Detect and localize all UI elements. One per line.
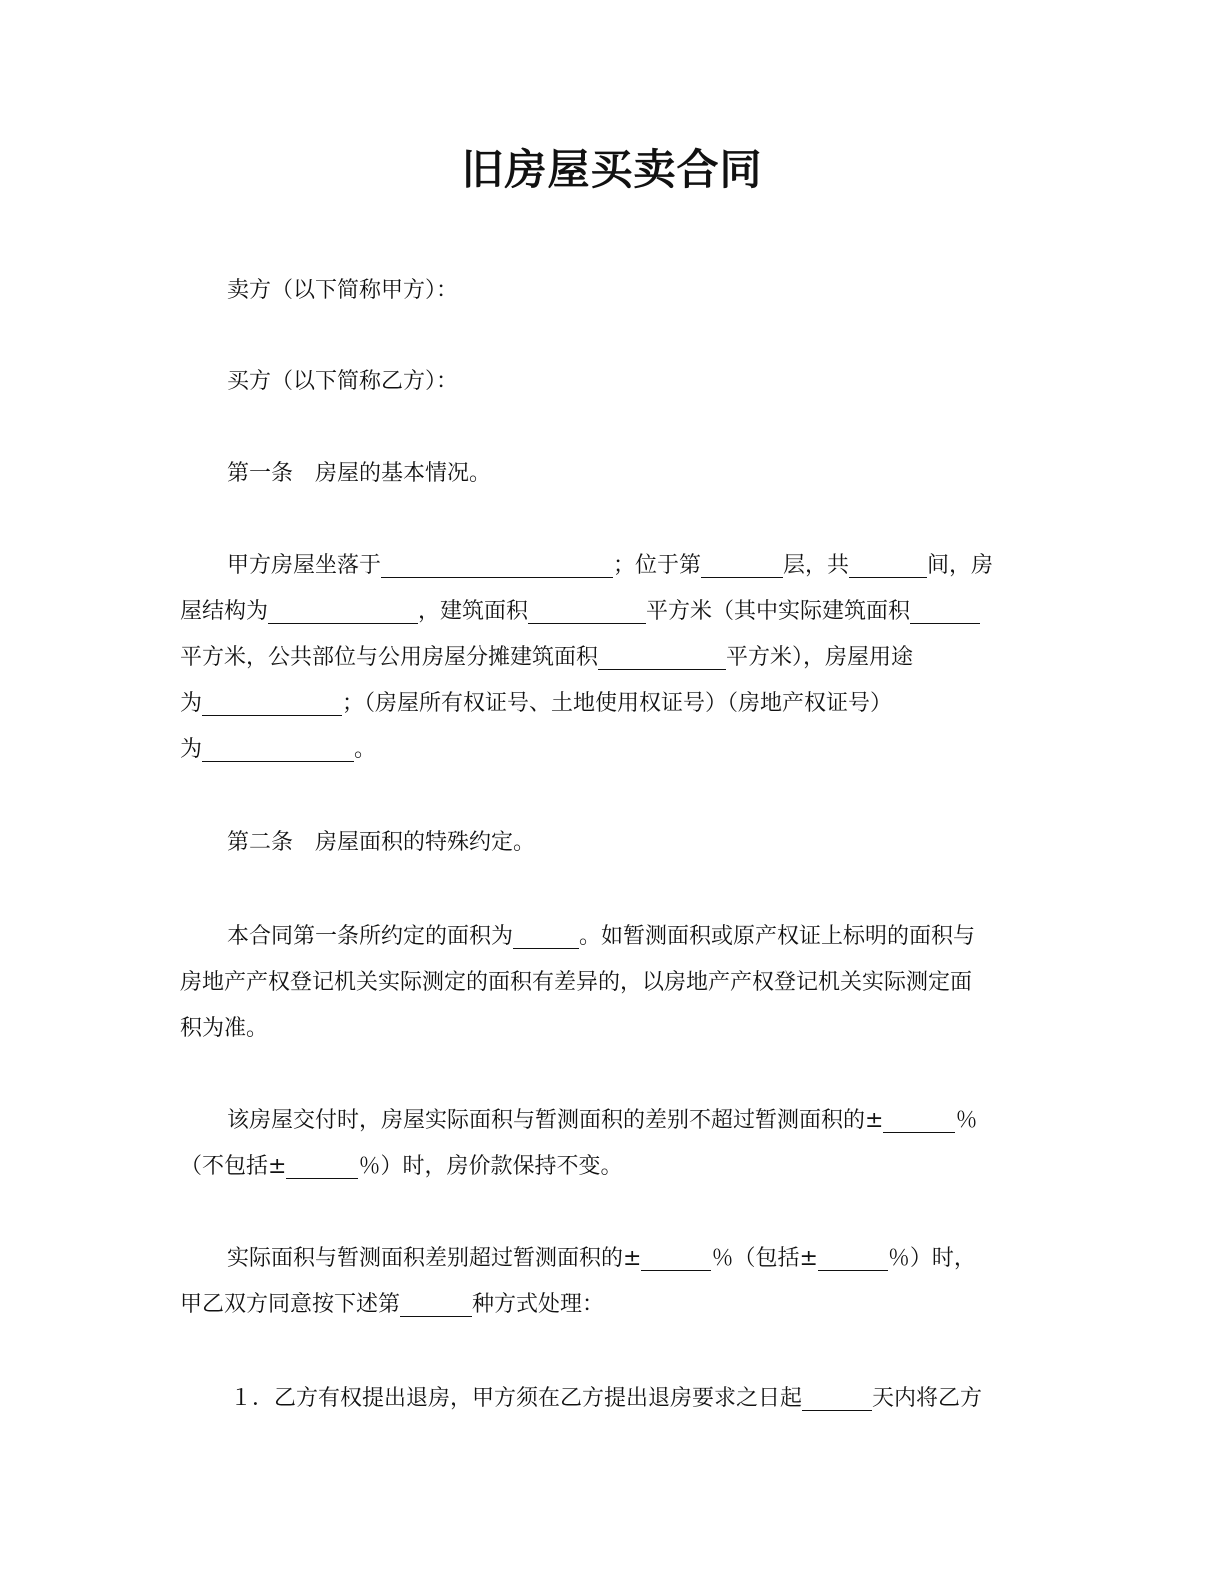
article-1-line-4 <box>180 681 1040 727</box>
article-2-p1-line-1 <box>180 914 1040 960</box>
tolerance-percent-blank <box>883 1106 955 1133</box>
article-2-heading-block <box>180 820 1040 866</box>
inclusive-percent-blank <box>818 1244 888 1271</box>
article-2-p2-line-1 <box>180 1098 1040 1144</box>
text-segment: ％）时， <box>887 1246 976 1271</box>
text-segment: 间，房 <box>927 553 994 578</box>
article-2-p3-line-1 <box>180 1236 1040 1282</box>
text-segment: 为 <box>180 737 203 762</box>
text-segment: １．乙方有权提出退房，甲方须在乙方提出退房要求之日起 <box>230 1386 803 1411</box>
text-segment: ；（房屋所有权证号、土地使用权证号）（房地产权证号） <box>342 691 893 716</box>
item-1-line-1 <box>180 1376 1040 1422</box>
text-segment: 。 <box>354 737 377 762</box>
certificate-number-blank <box>202 735 354 762</box>
rooms-blank <box>849 551 927 578</box>
building-area-blank <box>528 597 646 624</box>
article-1-line-3 <box>180 635 1040 681</box>
text-segment: ％）时，房价款保持不变。 <box>358 1154 623 1179</box>
method-number-blank <box>400 1290 472 1317</box>
article-1-body <box>180 543 1040 773</box>
text-segment: 平方米），房屋用途 <box>726 645 914 670</box>
text-segment: 为 <box>180 691 203 716</box>
actual-area-blank <box>910 597 980 624</box>
text-segment: 该房屋交付时，房屋实际面积与暂测面积的差别不超过暂测面积的± <box>227 1108 884 1133</box>
excess-percent-blank <box>641 1244 711 1271</box>
article-2-p1-line-3: 积为准。 <box>180 1016 269 1041</box>
article-2-paragraph-2 <box>180 1098 1040 1190</box>
text-segment: 平方米（其中实际建筑面积 <box>646 599 911 624</box>
article-2-p3-line-2 <box>180 1282 1040 1328</box>
article-2-p2-line-2 <box>180 1144 1040 1190</box>
text-segment: ；位于第 <box>613 553 702 578</box>
text-segment: 甲方房屋坐落于 <box>227 553 382 578</box>
text-segment: ，建筑面积 <box>418 599 529 624</box>
document-title: 旧房屋买卖合同 <box>461 145 763 194</box>
agreed-area-blank <box>513 922 579 949</box>
location-blank <box>381 551 613 578</box>
refund-days-blank <box>802 1384 872 1411</box>
text-segment: （不包括± <box>180 1154 287 1179</box>
article-1-line-5 <box>180 727 1040 773</box>
structure-blank <box>268 597 418 624</box>
exclusive-percent-blank <box>286 1152 358 1179</box>
article-2-paragraph-3 <box>180 1236 1040 1328</box>
text-segment: 层，共 <box>783 553 850 578</box>
text-segment: 甲乙双方同意按下述第 <box>180 1292 401 1317</box>
text-segment: ％ <box>955 1108 978 1133</box>
text-segment: 实际面积与暂测面积差别超过暂测面积的± <box>227 1246 642 1271</box>
article-2-item-1 <box>180 1376 1040 1422</box>
seller-label: 卖方（以下简称甲方）： <box>227 278 459 303</box>
text-segment: 屋结构为 <box>180 599 269 624</box>
article-2-heading: 第二条 房屋面积的特殊约定。 <box>227 830 536 855</box>
text-segment: 。如暂测面积或原产权证上标明的面积与 <box>579 924 976 949</box>
text-segment: 天内将乙方 <box>872 1386 983 1411</box>
buyer-line <box>180 359 1040 405</box>
article-1-line-2 <box>180 589 1040 635</box>
shared-area-blank <box>598 643 726 670</box>
article-1-heading-block <box>180 451 1040 497</box>
text-segment: 平方米，公共部位与公用房屋分摊建筑面积 <box>180 645 599 670</box>
article-1-heading: 第一条 房屋的基本情况。 <box>227 461 492 486</box>
buyer-label: 买方（以下简称乙方）： <box>227 369 459 394</box>
text-segment: ％（包括± <box>711 1246 818 1271</box>
text-segment: 种方式处理： <box>472 1292 605 1317</box>
article-2-p1-line-2: 房地产产权登记机关实际测定的面积有差异的，以房地产产权登记机关实际测定面 <box>180 970 973 995</box>
text-segment: 本合同第一条所约定的面积为 <box>227 924 514 949</box>
seller-line <box>180 268 1040 314</box>
article-2-paragraph-1 <box>180 914 1040 1052</box>
article-1-line-1 <box>180 543 1040 589</box>
usage-blank <box>202 689 342 716</box>
floor-blank <box>701 551 783 578</box>
